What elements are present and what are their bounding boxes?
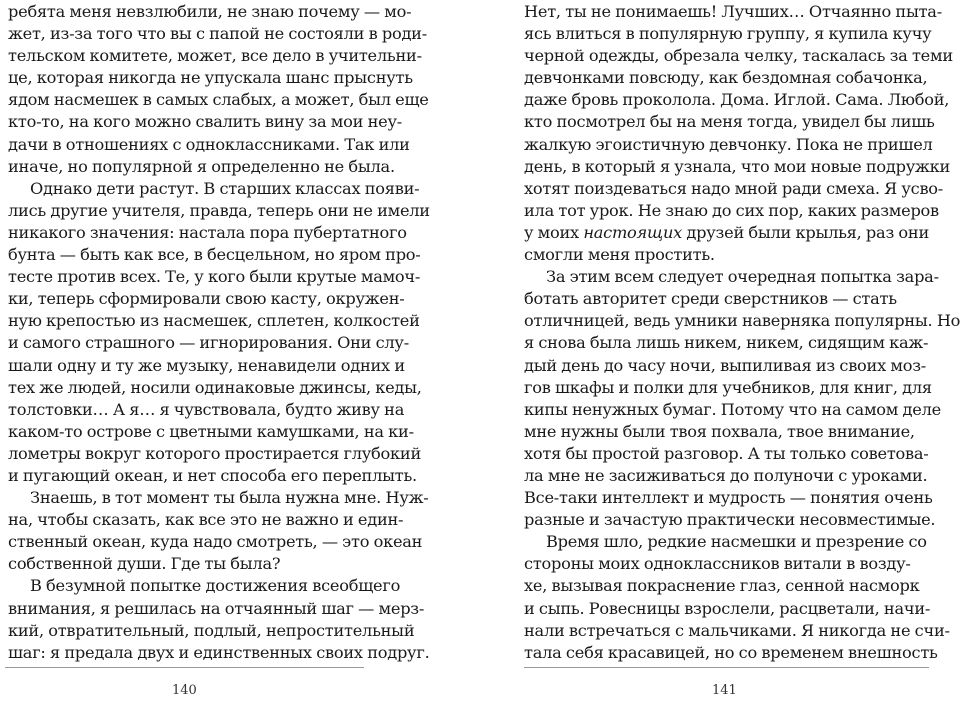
text-line: ила тот урок. Не знаю до сих пор, каких размеров (524, 200, 939, 220)
text-line: и пугающий океан, и нет способа его переплыть. (8, 465, 417, 485)
text-line: ла мне не засиживаться до полуночи с уроками. (524, 465, 928, 485)
footer-rule (5, 667, 364, 668)
text-line: ребята меня невзлюбили, не знаю почему — мо- (8, 2, 412, 21)
text-line: каком-то острове с цветными камушками, на ки- (8, 421, 414, 441)
text-line: ственный океан, куда надо смотреть, — это океан (8, 532, 423, 552)
text-line: ную крепостью из насмешек, сплетен, колкостей (8, 311, 420, 331)
text-line: лись другие учителя, правда, теперь они не имели (8, 200, 430, 220)
text-fragment: друзей были крылья, раз они (682, 222, 929, 242)
text-fragment: у моих (524, 222, 584, 242)
text-line: тесте против всех. Те, у кого были крутые мамоч- (8, 267, 421, 287)
text-line: лометры вокруг которого простирается глубокий (8, 443, 421, 463)
text-line: толстовки… А я… я чувствовала, будто живу на (8, 399, 405, 419)
text-line: разные и зачастую практически несовместимые. (524, 510, 936, 530)
footer-rule (524, 667, 929, 668)
text-line: Знаешь, в тот момент ты была нужна мне. Нуж- (30, 488, 429, 508)
text-line: иначе, но популярной я определенно не была. (8, 156, 395, 176)
italic-word: настоящих (583, 222, 683, 242)
text-line: тельском комитете, может, все дело в учительни- (8, 46, 422, 66)
text-line: хотя бы простой разговор. А ты только советова- (524, 443, 929, 463)
text-line: це, которая никогда не упускала шанс прыснуть (8, 68, 413, 88)
text-line: смогли меня простить. (524, 245, 715, 265)
text-line: тех же людей, носили одинаковые джинсы, кеды, (8, 377, 422, 397)
text-line: дый день до часу ночи, выпиливая из своих моз- (524, 355, 926, 375)
page-number: 141 (712, 683, 737, 698)
text-line: бунта — быть как все, в бесцельном, но яром про- (8, 245, 421, 265)
right-page-text (524, 1, 960, 664)
text-line: черной одежды, обрезала челку, таскалась за теми (524, 46, 953, 66)
text-line: жет, из-за того что вы с папой не состояли в роди- (8, 24, 427, 44)
text-line: кипы ненужных бумаг. Потому что на самом деле (524, 399, 941, 419)
text-line: хе, вызывая покраснение глаз, сенной насморк (524, 576, 920, 596)
text-line: на, чтобы сказать, как все это не важно и един- (8, 510, 404, 530)
text-line: день, в который я узнала, что мои новые подружки (524, 156, 951, 176)
text-line: жалкую эгоистичную девчонку. Пока не пришел (524, 134, 933, 154)
text-line: даже бровь проколола. Дома. Иглой. Сама. Любой, (524, 90, 950, 110)
text-line: Время шло, редкие насмешки и презрение со (546, 532, 927, 552)
text-line: мне нужны были твоя похвала, твое внимание, (524, 421, 915, 441)
text-line: ботать авторитет среди сверстников — стать (524, 289, 897, 309)
right-page (444, 0, 960, 701)
text-line: и сыпь. Ровесницы взрослели, расцветали, начи- (524, 598, 931, 618)
text-line: Однако дети растут. В старших классах появи- (30, 178, 420, 198)
text-line: ки, теперь сформировали свою касту, окружен- (8, 289, 405, 309)
text-line: тала себя красавицей, но со временем внешность (524, 642, 938, 662)
text-line: За этим всем следует очередная попытка зара- (546, 267, 939, 287)
text-line: шали одну и ту же музыку, ненавидели одних и (8, 355, 405, 375)
text-line: хотят поиздеваться надо мной ради смеха. Я усво- (524, 178, 944, 198)
text-line: В безумной попытке достижения всеобщего (30, 576, 401, 596)
text-line: Нет, ты не понимаешь! Лучших… Отчаянно пыта- (524, 2, 942, 21)
text-line: дачи в отношениях с одноклассниками. Так или (8, 134, 410, 154)
text-line: никакого значения: настала пора пубертатного (8, 222, 407, 242)
text-line: шаг: я предала двух и единственных своих подруг. (8, 642, 430, 662)
text-line: кто посмотрел бы на меня тогда, увидел бы лишь (524, 112, 935, 132)
text-line: отличницей, ведь умники наверняка популярны. Но (524, 311, 960, 331)
text-line: я снова была лишь никем, никем, сидящим каж- (524, 333, 929, 353)
left-page (0, 0, 444, 701)
text-line: девчонками повсюду, как бездомная собачонка, (524, 68, 928, 88)
text-line (524, 222, 929, 244)
text-line: ясь влиться в популярную группу, я купила кучу (524, 24, 932, 44)
text-line: Все-таки интеллект и мудрость — понятия очень (524, 488, 933, 508)
text-line: кто-то, на кого можно свалить вину за мои неу- (8, 112, 402, 132)
text-line: ядом насмешек в самых слабых, а может, был еще (8, 90, 429, 110)
text-line: собственной души. Где ты была? (8, 554, 281, 574)
left-page-text (8, 1, 430, 664)
page-number: 140 (172, 683, 197, 698)
text-line: стороны моих одноклассников витали в возду- (524, 554, 911, 574)
text-line: нали встречаться с мальчиками. Я никогда не счи- (524, 620, 950, 640)
text-line: кий, отвратительный, подлый, непростительный (8, 620, 415, 640)
text-line: и самого страшного — игнорирования. Они слу- (8, 333, 409, 353)
text-line: гов шкафы и полки для учебников, для книг, для (524, 377, 932, 397)
text-line: внимания, я решилась на отчаянный шаг — мерз- (8, 598, 425, 618)
